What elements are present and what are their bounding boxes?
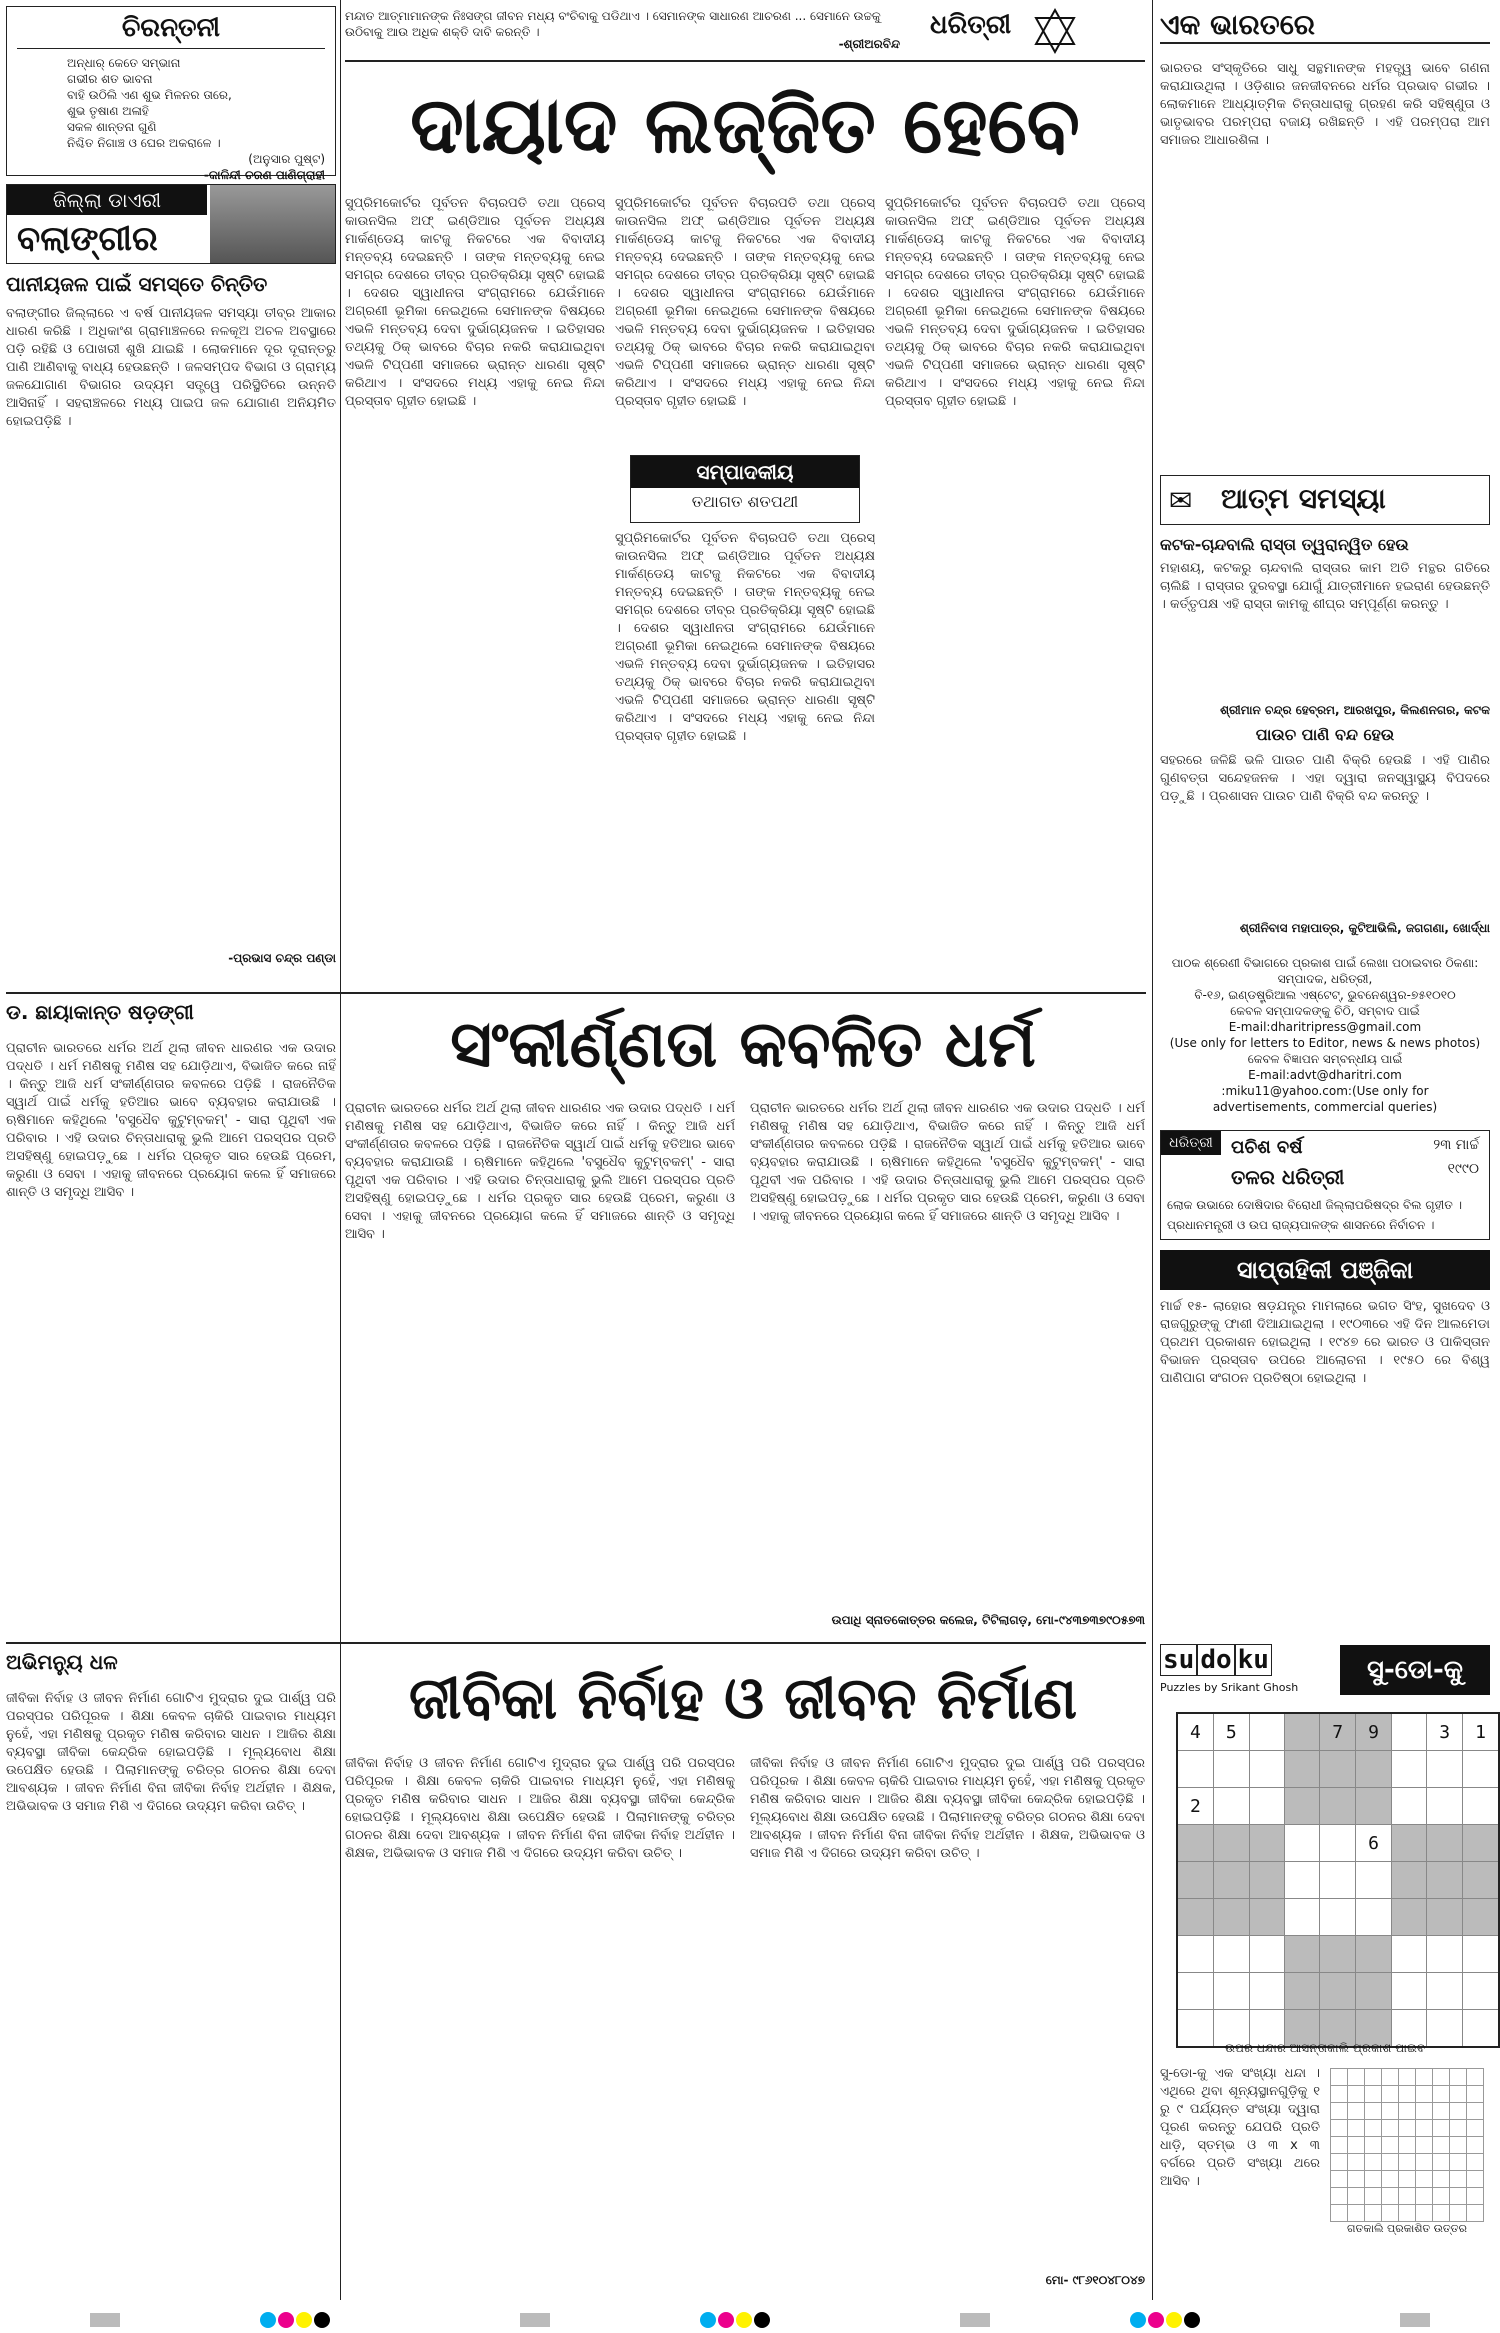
- sudoku-brand-do: do: [1197, 1644, 1234, 1676]
- solution-cell: [1331, 2154, 1348, 2171]
- solution-cell: [1399, 2137, 1416, 2154]
- masthead-quote-author: -ଶ୍ରୀଅରବିନ୍ଦ: [838, 37, 900, 51]
- pachisha-date2: ୧୯୯୦: [1447, 1161, 1479, 1177]
- sudoku-cell[interactable]: [1463, 1862, 1499, 1899]
- solution-cell: [1348, 2171, 1365, 2188]
- sudoku-cell[interactable]: [1427, 1788, 1463, 1825]
- pachisha-box: [1160, 1130, 1490, 1240]
- chiranti-poem: ଅନ୍ଧାର୍ କେତେ ସମ୍ଭାନା ଗଭୀର ଶତ ଭାବନା ବାହି ଉଠିଲି ଏଣ ଶୁଭ ମିଳନର ତାରେ, ଶୁଭ ତୃଷାଣ ଅଳାହି ସକଳ ଶାନ୍ତନା ଗୁଣି ନିଶ୍ଚିତ ନିଗାଞ୍ଚ ଓ ଘେର ଅକରାଳେ ।: [67, 56, 232, 150]
- ekabharata-body: ଭାରତର ସଂସ୍କୃତିରେ ସାଧୁ ସନ୍ଥମାନଙ୍କ ମହତ୍ତ୍ୱ ଭାବେ ଗଣନା କରାଯାଉଥିଲା । ଓଡ଼ିଶାର ଜନଜୀବନରେ ଧର୍ମର ପ୍ରଭାବ ଗଭୀର । ଲୋକମାନେ ଆଧ୍ୟାତ୍ମିକ ଚିନ୍ତାଧାରାକୁ ଗ୍ରହଣ କରି ସହିଷ୍ଣୁତା ଓ ଭାତୃଭାବର ପରମ୍ପରା ବଜାୟ ରଖିଛନ୍ତି । ଏହି ପରମ୍ପରା ଆମ ସମାଜର ଆଧାରଶିଳା ।: [1160, 61, 1490, 148]
- sudoku-cell[interactable]: [1427, 1862, 1463, 1899]
- sudoku-cell[interactable]: [1320, 1936, 1356, 1973]
- sudoku-cell[interactable]: [1320, 1788, 1356, 1825]
- yellow-dot: [1166, 2312, 1182, 2328]
- sudoku-cell[interactable]: [1284, 1713, 1319, 1751]
- solution-cell: [1365, 2120, 1382, 2137]
- magenta-dot: [718, 2312, 734, 2328]
- solution-cell: [1433, 2137, 1450, 2154]
- sudoku-grid: [1176, 1712, 1500, 2048]
- sudoku-cell[interactable]: [1427, 1973, 1463, 2010]
- sudoku-cell[interactable]: [1356, 1899, 1392, 1936]
- solution-cell: [1450, 2171, 1467, 2188]
- star-icon: [1030, 6, 1080, 56]
- grey-mark-2: [520, 2313, 550, 2327]
- solution-cell: [1433, 2188, 1450, 2205]
- solution-cell: [1365, 2069, 1382, 2086]
- editorial-col-2b: ସୁପ୍ରିମକୋର୍ଟର ପୂର୍ବତନ ବିଚାରପତି ତଥା ପ୍ରେସ୍ କାଉନସିଲ ଅଫ୍ ଇଣ୍ଡିଆର ପୂର୍ବତନ ଅଧ୍ୟକ୍ଷ ମାର୍କଣ୍ଡେୟ କାଟଜୁ ନିକଟରେ ଏକ ବିବାଦୀୟ ମନ୍ତବ୍ୟ ଦେଇଛନ୍ତି । ତାଙ୍କ ମନ୍ତବ୍ୟକୁ ନେଇ ସମଗ୍ର ଦେଶରେ ତୀବ୍ର ପ୍ରତିକ୍ରିୟା ସୃଷ୍ଟି ହୋଇଛି । ଦେଶର ସ୍ୱାଧୀନତା ସଂଗ୍ରାମରେ ଯେଉଁମାନେ ଅଗ୍ରଣୀ ଭୂମିକା ନେଇଥିଲେ ସେମାନଙ୍କ ବିଷୟରେ ଏଭଳି ମନ୍ତବ୍ୟ ଦେବା ଦୁର୍ଭାଗ୍ୟଜନକ । ଇତିହାସର ତଥ୍ୟକୁ ଠିକ୍ ଭାବରେ ବିଚାର ନକରି କରାଯାଇଥିବା ଏଭଳି ଟିପ୍ପଣୀ ସମାଜରେ ଭ୍ରାନ୍ତ ଧାରଣା ସୃଷ୍ଟି କରିଥାଏ । ସଂସଦରେ ମଧ୍ୟ ଏହାକୁ ନେଇ ନିନ୍ଦା ପ୍ରସ୍ତାବ ଗୃହୀତ ହୋଇଛି ।: [615, 531, 875, 744]
- column-rule-left: [340, 0, 341, 2300]
- solution-cell: [1348, 2154, 1365, 2171]
- article2-title: ସଂକୀର୍ଣ୍ଣତା କବଳିତ ଧର୍ମ: [450, 1008, 1036, 1082]
- sudoku-cell[interactable]: [1427, 1899, 1463, 1936]
- sudoku-cell[interactable]: [1177, 1751, 1213, 1788]
- district-headline: ପାନୀୟଜଳ ପାଇଁ ସମସ୍ତେ ଚିନ୍ତିତ: [6, 272, 268, 296]
- grey-mark-1: [90, 2313, 120, 2327]
- cmyk-dots-3: [1130, 2312, 1202, 2332]
- solution-cell: [1399, 2069, 1416, 2086]
- solution-cell: [1331, 2137, 1348, 2154]
- solution-cell: [1416, 2154, 1433, 2171]
- solution-cell: [1416, 2069, 1433, 2086]
- yellow-dot: [296, 2312, 312, 2328]
- solution-cell: [1450, 2154, 1467, 2171]
- cmyk-dots-2: [700, 2312, 772, 2332]
- contact-box: [1160, 955, 1490, 1115]
- envelope-icon: ✉: [1169, 484, 1193, 517]
- solution-cell: [1467, 2137, 1484, 2154]
- solution-cell: [1450, 2120, 1467, 2137]
- solution-cell: [1416, 2171, 1433, 2188]
- sudoku-cell[interactable]: [1463, 1825, 1499, 1862]
- solution-cell: [1399, 2188, 1416, 2205]
- solution-cell: [1467, 2120, 1484, 2137]
- solution-cell: [1331, 2086, 1348, 2103]
- sudoku-cell[interactable]: [1284, 1788, 1319, 1825]
- sudoku-footer: ଉପର ଧନ୍ଦାର ଆସନ୍ତାକାଲି ପ୍ରକାଶ ପାଇବ: [1224, 2041, 1426, 2055]
- black-dot: [1184, 2312, 1200, 2328]
- solution-cell: [1399, 2205, 1416, 2222]
- solution-cell: [1416, 2137, 1433, 2154]
- solution-cell: [1467, 2103, 1484, 2120]
- letter2-author: ଶ୍ରୀନିବାସ ମହାପାତ୍ର, କୁଟିଆଭିଲି, ଜଗଗଣା, ଖୋର୍ଦ୍ଧା: [1239, 921, 1490, 935]
- sudoku-cell[interactable]: [1320, 1973, 1356, 2010]
- solution-cell: [1467, 2205, 1484, 2222]
- sudoku-cell[interactable]: [1177, 1862, 1213, 1899]
- sudoku-cell[interactable]: [1213, 1825, 1249, 1862]
- article3-col-1: ଜୀବିକା ନିର୍ବାହ ଓ ଜୀବନ ନିର୍ମାଣ ଗୋଟିଏ ମୁଦ୍ରାର ଦୁଇ ପାର୍ଶ୍ୱ ପରି ପରସ୍ପର ପରିପୂରକ । ଶିକ୍ଷା କେବଳ ଚାକିରି ପାଇବାର ମାଧ୍ୟମ ନୁହେଁ, ଏହା ମଣିଷକୁ ପ୍ରକୃତ ମଣିଷ କରିବାର ସାଧନ । ଆଜିର ଶିକ୍ଷା ବ୍ୟବସ୍ଥା ଜୀବିକା କେନ୍ଦ୍ରିକ ହୋଇପଡ଼ିଛି । ମୂଲ୍ୟବୋଧ ଶିକ୍ଷା ଉପେକ୍ଷିତ ହେଉଛି । ପିଲାମାନଙ୍କୁ ଚରିତ୍ର ଗଠନର ଶିକ୍ଷା ଦେବା ଆବଶ୍ୟକ । ଜୀବନ ନିର୍ମାଣ ବିନା ଜୀବିକା ନିର୍ବାହ ଅର୍ଥହୀନ । ଶିକ୍ଷକ, ଅଭିଭାବକ ଓ ସମାଜ ମିଶି ଏ ଦିଗରେ ଉଦ୍ୟମ କରିବା ଉଚିତ୍ ।: [6, 1691, 336, 1814]
- sudoku-cell[interactable]: [1249, 1751, 1284, 1788]
- sudoku-cell[interactable]: [1320, 1825, 1356, 1862]
- solution-cell: [1348, 2137, 1365, 2154]
- sudoku-cell[interactable]: [1391, 1788, 1426, 1825]
- sudoku-cell[interactable]: [1356, 1788, 1392, 1825]
- solution-cell: [1399, 2103, 1416, 2120]
- letter2-body: ସହରରେ ଜଳିଛି ଭଳି ପାଉଚ ପାଣି ବିକ୍ରି ହେଉଛି । ଏହି ପାଣିର ଗୁଣବତ୍ତା ସନ୍ଦେହଜନକ । ଏହା ଦ୍ୱାରା ଜନସ୍ୱାସ୍ଥ୍ୟ ବିପଦରେ ପଡ଼ୁଛି । ପ୍ରଶାସନ ପାଉଚ ପାଣି ବିକ୍ରି ବନ୍ଦ କରନ୍ତୁ ।: [1160, 753, 1490, 804]
- solution-cell: [1450, 2103, 1467, 2120]
- sudoku-cell[interactable]: [1284, 1751, 1319, 1788]
- letter1-author: ଶ୍ରୀମାନ ଚନ୍ଦ୍ର ହେବ୍ରମ, ଆରଖପୁର, କିଲଣନଗର, କଟକ: [1220, 703, 1490, 717]
- sudoku-cell[interactable]: [1391, 1825, 1426, 1862]
- solution-cell: [1467, 2188, 1484, 2205]
- solution-cell: [1433, 2171, 1450, 2188]
- editorial-col-1: ସୁପ୍ରିମକୋର୍ଟର ପୂର୍ବତନ ବିଚାରପତି ତଥା ପ୍ରେସ୍ କାଉନସିଲ ଅଫ୍ ଇଣ୍ଡିଆର ପୂର୍ବତନ ଅଧ୍ୟକ୍ଷ ମାର୍କଣ୍ଡେୟ କାଟଜୁ ନିକଟରେ ଏକ ବିବାଦୀୟ ମନ୍ତବ୍ୟ ଦେଇଛନ୍ତି । ତାଙ୍କ ମନ୍ତବ୍ୟକୁ ନେଇ ସମଗ୍ର ଦେଶରେ ତୀବ୍ର ପ୍ରତିକ୍ରିୟା ସୃଷ୍ଟି ହୋଇଛି । ଦେଶର ସ୍ୱାଧୀନତା ସଂଗ୍ରାମରେ ଯେଉଁମାନେ ଅଗ୍ରଣୀ ଭୂମିକା ନେଇଥିଲେ ସେମାନଙ୍କ ବିଷୟରେ ଏଭଳି ମନ୍ତବ୍ୟ ଦେବା ଦୁର୍ଭାଗ୍ୟଜନକ । ଇତିହାସର ତଥ୍ୟକୁ ଠିକ୍ ଭାବରେ ବିଚାର ନକରି କରାଯାଇଥିବା ଏଭଳି ଟିପ୍ପଣୀ ସମାଜରେ ଭ୍ରାନ୍ତ ଧାରଣା ସୃଷ୍ଟି କରିଥାଏ । ସଂସଦରେ ମଧ୍ୟ ଏହାକୁ ନେଇ ନିନ୍ଦା ପ୍ରସ୍ତାବ ଗୃହୀତ ହୋଇଛି ।: [345, 196, 605, 409]
- sudoku-cell[interactable]: [1356, 1936, 1392, 1973]
- sudoku-cell[interactable]: [1320, 1751, 1356, 1788]
- article2-author: ଡ. ଛାୟାକାନ୍ତ ଷଡ଼ଙ୍ଗୀ: [6, 1000, 194, 1024]
- sudoku-instructions: ସୁ-ଡୋ-କୁ ଏକ ସଂଖ୍ୟା ଧନ୍ଦା । ଏଥିରେ ଥିବା ଶୂନ୍ୟସ୍ଥାନଗୁଡ଼ିକୁ ୧ ରୁ ୯ ପର୍ଯ୍ୟନ୍ତ ସଂଖ୍ୟା ଦ୍ୱାରା ପୂରଣ କରନ୍ତୁ ଯେପରି ପ୍ରତି ଧାଡ଼ି, ସ୍ତମ୍ଭ ଓ ୩ x ୩ ବର୍ଗରେ ପ୍ରତି ସଂଖ୍ୟା ଥରେ ଆସିବ ।: [1160, 2066, 1320, 2189]
- sudoku-cell[interactable]: [1356, 1973, 1392, 2010]
- sudoku-cell[interactable]: [1391, 1973, 1426, 2010]
- solution-cell: [1399, 2171, 1416, 2188]
- pachisha-title1: ପଚିଶ ବର୍ଷ: [1231, 1137, 1303, 1158]
- sudoku-cell[interactable]: [1249, 1788, 1284, 1825]
- sudoku-cell[interactable]: [1284, 1936, 1319, 1973]
- letter2-title: ପାଉଚ ପାଣି ବନ୍ଦ ହେଉ: [1255, 725, 1395, 744]
- sudoku-cell[interactable]: [1249, 1825, 1284, 1862]
- solution-cell: [1433, 2205, 1450, 2222]
- solution-cell: [1348, 2205, 1365, 2222]
- solution-cell: [1416, 2188, 1433, 2205]
- solution-cell: [1467, 2086, 1484, 2103]
- solution-cell: [1433, 2069, 1450, 2086]
- sudoku-cell[interactable]: [1249, 1973, 1284, 2010]
- sudoku-cell[interactable]: [1213, 1973, 1249, 2010]
- sudoku-cell[interactable]: [1427, 1751, 1463, 1788]
- chiranti-box: [6, 6, 336, 182]
- solution-cell: [1365, 2205, 1382, 2222]
- solution-cell: [1365, 2103, 1382, 2120]
- sudoku-cell[interactable]: [1213, 1936, 1249, 1973]
- solution-cell: [1382, 2137, 1399, 2154]
- sudoku-cell[interactable]: [1463, 1936, 1499, 1973]
- editorial-author: ତଥାଗତ ଶତପଥୀ: [691, 492, 799, 511]
- sudoku-cell[interactable]: [1463, 1899, 1499, 1936]
- sudoku-cell[interactable]: [1463, 1751, 1499, 1788]
- solution-cell: [1365, 2171, 1382, 2188]
- pachisha-date1: ୨୩ ମାର୍ଚ୍ଚ: [1433, 1137, 1479, 1153]
- chiranti-heading: ଚିରନ୍ତନୀ: [17, 13, 325, 49]
- solution-cell: [1416, 2103, 1433, 2120]
- article3-col-2: ଜୀବିକା ନିର୍ବାହ ଓ ଜୀବନ ନିର୍ମାଣ ଗୋଟିଏ ମୁଦ୍ରାର ଦୁଇ ପାର୍ଶ୍ୱ ପରି ପରସ୍ପର ପରିପୂରକ । ଶିକ୍ଷା କେବଳ ଚାକିରି ପାଇବାର ମାଧ୍ୟମ ନୁହେଁ, ଏହା ମଣିଷକୁ ପ୍ରକୃତ ମଣିଷ କରିବାର ସାଧନ । ଆଜିର ଶିକ୍ଷା ବ୍ୟବସ୍ଥା ଜୀବିକା କେନ୍ଦ୍ରିକ ହୋଇପଡ଼ିଛି । ମୂଲ୍ୟବୋଧ ଶିକ୍ଷା ଉପେକ୍ଷିତ ହେଉଛି । ପିଲାମାନଙ୍କୁ ଚରିତ୍ର ଗଠନର ଶିକ୍ଷା ଦେବା ଆବଶ୍ୟକ । ଜୀବନ ନିର୍ମାଣ ବିନା ଜୀବିକା ନିର୍ବାହ ଅର୍ଥହୀନ । ଶିକ୍ଷକ, ଅଭିଭାବକ ଓ ସମାଜ ମିଶି ଏ ଦିଗରେ ଉଦ୍ୟମ କରିବା ଉଚିତ୍ ।: [345, 1756, 735, 1861]
- main-headline: ଦାୟାଦ ଲଜ୍ଜିତ ହେବେ: [410, 81, 1080, 171]
- sudoku-cell[interactable]: [1177, 1973, 1213, 2010]
- sudoku-cell[interactable]: [1427, 1936, 1463, 1973]
- print-marks: [0, 2310, 1500, 2330]
- masthead-quote: ମନ୍ଦାତ ଆତ୍ମାମାନଙ୍କ ନିଃସଙ୍ଗ ଜୀବନ ମଧ୍ୟ ବଂଚିବାକୁ ପଡିଥାଏ । ସେମାନଙ୍କ ସାଧାରଣ ଆଚରଣ ... ସେମାନେ ଉଚ୍ଚକୁ ଉଠିବାକୁ ଆଉ ଅଧିକ ଶକ୍ତି ଦାବି କରନ୍ତି ।: [345, 9, 881, 39]
- sudoku-cell[interactable]: 2: [1177, 1788, 1213, 1825]
- article3-author: ଅଭିମନ୍ୟୁ ଧଳ: [6, 1650, 118, 1674]
- article3-title: ଜୀବିକା ନିର୍ବାହ ଓ ଜୀବନ ନିର୍ମାଣ: [408, 1664, 1078, 1732]
- solution-cell: [1331, 2103, 1348, 2120]
- solution-cell: [1382, 2086, 1399, 2103]
- sudoku-brand-su: su: [1160, 1644, 1197, 1676]
- sudoku-cell[interactable]: [1177, 1825, 1213, 1862]
- sudoku-cell[interactable]: 6: [1356, 1825, 1392, 1862]
- editorial-label: ସମ୍ପାଦକୀୟ: [631, 456, 859, 488]
- sudoku-cell[interactable]: [1213, 1862, 1249, 1899]
- contact-email1-note: (Use only for letters to Editor, news & news photos): [1169, 1036, 1481, 1050]
- solution-cell: [1450, 2137, 1467, 2154]
- sudoku-cell[interactable]: [1391, 1899, 1426, 1936]
- solution-cell: [1416, 2086, 1433, 2103]
- sudoku-cell[interactable]: [1391, 1862, 1426, 1899]
- solution-cell: [1382, 2120, 1399, 2137]
- solution-cell: [1450, 2205, 1467, 2222]
- sudoku-solution-label: ଗତକାଲି ପ୍ରକାଶିତ ଉତ୍ତର: [1347, 2222, 1467, 2235]
- article3-col-3: ଜୀବିକା ନିର୍ବାହ ଓ ଜୀବନ ନିର୍ମାଣ ଗୋଟିଏ ମୁଦ୍ରାର ଦୁଇ ପାର୍ଶ୍ୱ ପରି ପରସ୍ପର ପରିପୂରକ । ଶିକ୍ଷା କେବଳ ଚାକିରି ପାଇବାର ମାଧ୍ୟମ ନୁହେଁ, ଏହା ମଣିଷକୁ ପ୍ରକୃତ ମଣିଷ କରିବାର ସାଧନ । ଆଜିର ଶିକ୍ଷା ବ୍ୟବସ୍ଥା ଜୀବିକା କେନ୍ଦ୍ରିକ ହୋଇପଡ଼ିଛି । ମୂଲ୍ୟବୋଧ ଶିକ୍ଷା ଉପେକ୍ଷିତ ହେଉଛି । ପିଲାମାନଙ୍କୁ ଚରିତ୍ର ଗଠନର ଶିକ୍ଷା ଦେବା ଆବଶ୍ୟକ । ଜୀବନ ନିର୍ମାଣ ବିନା ଜୀବିକା ନିର୍ବାହ ଅର୍ଥହୀନ । ଶିକ୍ଷକ, ଅଭିଭାବକ ଓ ସମାଜ ମିଶି ଏ ଦିଗରେ ଉଦ୍ୟମ କରିବା ଉଚିତ୍ ।: [750, 1756, 1145, 1861]
- atma-samasya-header: [1160, 475, 1490, 525]
- solution-cell: [1399, 2086, 1416, 2103]
- pachisha-label: ଧରିତ୍ରୀ: [1161, 1131, 1221, 1155]
- solution-cell: [1365, 2188, 1382, 2205]
- magenta-dot: [1148, 2312, 1164, 2328]
- sudoku-table: [1176, 1712, 1500, 2048]
- solution-cell: [1348, 2069, 1365, 2086]
- contact-address3: କେବଳ ସମ୍ପାଦକଙ୍କୁ ଚିଠି, ସମ୍ବାଦ ପାଇଁ: [1230, 1004, 1420, 1018]
- solution-cell: [1399, 2154, 1416, 2171]
- solution-table: [1330, 2068, 1484, 2222]
- sudoku-cell[interactable]: 7: [1320, 1713, 1356, 1751]
- sudoku-brand-sub: Puzzles by Srikant Ghosh: [1160, 1681, 1299, 1694]
- district-photo: [210, 185, 335, 263]
- solution-cell: [1416, 2120, 1433, 2137]
- ekabharata-heading: ଏକ ଭାରତରେ: [1160, 8, 1490, 44]
- sudoku-cell[interactable]: 9: [1356, 1713, 1392, 1751]
- solution-cell: [1399, 2120, 1416, 2137]
- sudoku-cell[interactable]: [1213, 1899, 1249, 1936]
- grey-mark-3: [960, 2313, 990, 2327]
- grey-mark-4: [1400, 2313, 1430, 2327]
- chiranti-author: -କାଳିନ୍ଦୀ ଚରଣ ପାଣିଗ୍ରାହୀ: [203, 168, 325, 182]
- solution-cell: [1433, 2120, 1450, 2137]
- sudoku-cell[interactable]: [1177, 1899, 1213, 1936]
- district-name: ବଲାଙ୍ଗୀର: [17, 219, 158, 259]
- solution-cell: [1433, 2154, 1450, 2171]
- article2-rule: [6, 992, 1146, 994]
- sudoku-cell[interactable]: [1427, 1825, 1463, 1862]
- district-author: -ପ୍ରଭାସ ଚନ୍ଦ୍ର ପଣ୍ଡା: [228, 951, 336, 965]
- solution-cell: [1450, 2188, 1467, 2205]
- solution-cell: [1382, 2154, 1399, 2171]
- black-dot: [754, 2312, 770, 2328]
- black-dot: [314, 2312, 330, 2328]
- sudoku-cell[interactable]: [1284, 1862, 1319, 1899]
- solution-cell: [1433, 2086, 1450, 2103]
- solution-cell: [1365, 2086, 1382, 2103]
- editorial-col-2: ସୁପ୍ରିମକୋର୍ଟର ପୂର୍ବତନ ବିଚାରପତି ତଥା ପ୍ରେସ୍ କାଉନସିଲ ଅଫ୍ ଇଣ୍ଡିଆର ପୂର୍ବତନ ଅଧ୍ୟକ୍ଷ ମାର୍କଣ୍ଡେୟ କାଟଜୁ ନିକଟରେ ଏକ ବିବାଦୀୟ ମନ୍ତବ୍ୟ ଦେଇଛନ୍ତି । ତାଙ୍କ ମନ୍ତବ୍ୟକୁ ନେଇ ସମଗ୍ର ଦେଶରେ ତୀବ୍ର ପ୍ରତିକ୍ରିୟା ସୃଷ୍ଟି ହୋଇଛି । ଦେଶର ସ୍ୱାଧୀନତା ସଂଗ୍ରାମରେ ଯେଉଁମାନେ ଅଗ୍ରଣୀ ଭୂମିକା ନେଇଥିଲେ ସେମାନଙ୍କ ବିଷୟରେ ଏଭଳି ମନ୍ତବ୍ୟ ଦେବା ଦୁର୍ଭାଗ୍ୟଜନକ । ଇତିହାସର ତଥ୍ୟକୁ ଠିକ୍ ଭାବରେ ବିଚାର ନକରି କରାଯାଇଥିବା ଏଭଳି ଟିପ୍ପଣୀ ସମାଜରେ ଭ୍ରାନ୍ତ ଧାରଣା ସୃଷ୍ଟି କରିଥାଏ । ସଂସଦରେ ମଧ୍ୟ ଏହାକୁ ନେଇ ନିନ୍ଦା ପ୍ରସ୍ତାବ ଗୃହୀତ ହୋଇଛି ।: [615, 196, 875, 409]
- solution-cell: [1450, 2086, 1467, 2103]
- masthead-logo: ଧରିତ୍ରୀ: [930, 10, 1012, 40]
- solution-cell: [1331, 2188, 1348, 2205]
- panjika-heading: ସାପ୍ତାହିକୀ ପଞ୍ଜିକା: [1160, 1250, 1490, 1290]
- contact-email3-note: advertisements, commercial queries): [1212, 1100, 1438, 1114]
- column-rule-right: [1152, 0, 1153, 2300]
- solution-cell: [1450, 2069, 1467, 2086]
- solution-cell: [1382, 2205, 1399, 2222]
- contact-address1: ସମ୍ପାଦକ, ଧରିତ୍ରୀ,: [1277, 972, 1373, 986]
- sudoku-header: [1160, 1645, 1490, 1705]
- yellow-dot: [736, 2312, 752, 2328]
- sudoku-cell[interactable]: 3: [1427, 1713, 1463, 1751]
- sudoku-cell[interactable]: 5: [1213, 1713, 1249, 1751]
- contact-address4: କେବଳ ବିଜ୍ଞାପନ ସମ୍ବନ୍ଧୀୟ ପାଇଁ: [1247, 1052, 1403, 1066]
- contact-address2: ବି-୧୬, ଇଣ୍ଡଷ୍ଟ୍ରିଆଲ ଏଷ୍ଟେଟ୍, ଭୁବନେଶ୍ୱର-୭୫୧୦୧୦: [1194, 988, 1456, 1002]
- sudoku-cell[interactable]: 1: [1463, 1713, 1499, 1751]
- magenta-dot: [278, 2312, 294, 2328]
- contact-email3[interactable]: :miku11@yahoo.com:(Use only for: [1221, 1084, 1429, 1098]
- sudoku-cell[interactable]: [1391, 1936, 1426, 1973]
- sudoku-cell[interactable]: [1463, 1788, 1499, 1825]
- solution-cell: [1348, 2103, 1365, 2120]
- solution-cell: [1348, 2120, 1365, 2137]
- sudoku-cell[interactable]: 4: [1177, 1713, 1213, 1751]
- solution-cell: [1365, 2137, 1382, 2154]
- article2-col-1: ପ୍ରାଚୀନ ଭାରତରେ ଧର୍ମର ଅର୍ଥ ଥିଲା ଜୀବନ ଧାରଣର ଏକ ଉଦାର ପଦ୍ଧତି । ଧର୍ମ ମଣିଷକୁ ମଣିଷ ସହ ଯୋଡ଼ିଥାଏ, ବିଭାଜିତ କରେ ନାହିଁ । କିନ୍ତୁ ଆଜି ଧର୍ମ ସଂକୀର୍ଣ୍ଣତାର କବଳରେ ପଡ଼ିଛି । ରାଜନୈତିକ ସ୍ୱାର୍ଥ ପାଇଁ ଧର୍ମକୁ ହତିଆର ଭାବେ ବ୍ୟବହାର କରାଯାଉଛି । ଋଷିମାନେ କହିଥିଲେ 'ବସୁଧୈବ କୁଟୁମ୍ବକମ୍' - ସାରା ପୃଥିବୀ ଏକ ପରିବାର । ଏହି ଉଦାର ଚିନ୍ତାଧାରାକୁ ଭୁଲି ଆମେ ପରସ୍ପର ପ୍ରତି ଅସହିଷ୍ଣୁ ହୋଇପଡ଼ୁଛେ । ଧର୍ମର ପ୍ରକୃତ ସାର ହେଉଛି ପ୍ରେମ, କରୁଣା ଓ ସେବା । ଏହାକୁ ଜୀବନରେ ପ୍ରୟୋଗ କଲେ ହିଁ ସମାଜରେ ଶାନ୍ତି ଓ ସମୃଦ୍ଧି ଆସିବ ।: [6, 1041, 336, 1200]
- cyan-dot: [1130, 2312, 1146, 2328]
- sudoku-cell[interactable]: [1249, 1936, 1284, 1973]
- solution-cell: [1467, 2171, 1484, 2188]
- solution-cell: [1331, 2120, 1348, 2137]
- contact-email2[interactable]: E-mail:advt@dharitri.com: [1248, 1068, 1402, 1082]
- sudoku-cell[interactable]: [1213, 1751, 1249, 1788]
- pachisha-title2: ତଳର ଧରିତ୍ରୀ: [1231, 1165, 1345, 1189]
- solution-cell: [1382, 2188, 1399, 2205]
- editorial-col-3: ସୁପ୍ରିମକୋର୍ଟର ପୂର୍ବତନ ବିଚାରପତି ତଥା ପ୍ରେସ୍ କାଉନସିଲ ଅଫ୍ ଇଣ୍ଡିଆର ପୂର୍ବତନ ଅଧ୍ୟକ୍ଷ ମାର୍କଣ୍ଡେୟ କାଟଜୁ ନିକଟରେ ଏକ ବିବାଦୀୟ ମନ୍ତବ୍ୟ ଦେଇଛନ୍ତି । ତାଙ୍କ ମନ୍ତବ୍ୟକୁ ନେଇ ସମଗ୍ର ଦେଶରେ ତୀବ୍ର ପ୍ରତିକ୍ରିୟା ସୃଷ୍ଟି ହୋଇଛି । ଦେଶର ସ୍ୱାଧୀନତା ସଂଗ୍ରାମରେ ଯେଉଁମାନେ ଅଗ୍ରଣୀ ଭୂମିକା ନେଇଥିଲେ ସେମାନଙ୍କ ବିଷୟରେ ଏଭଳି ମନ୍ତବ୍ୟ ଦେବା ଦୁର୍ଭାଗ୍ୟଜନକ । ଇତିହାସର ତଥ୍ୟକୁ ଠିକ୍ ଭାବରେ ବିଚାର ନକରି କରାଯାଇଥିବା ଏଭଳି ଟିପ୍ପଣୀ ସମାଜରେ ଭ୍ରାନ୍ତ ଧାରଣା ସୃଷ୍ଟି କରିଥାଏ । ସଂସଦରେ ମଧ୍ୟ ଏହାକୁ ନେଇ ନିନ୍ଦା ପ୍ରସ୍ତାବ ଗୃହୀତ ହୋଇଛି ।: [885, 196, 1145, 409]
- solution-cell: [1467, 2154, 1484, 2171]
- sudoku-cell[interactable]: [1284, 1973, 1319, 2010]
- article3-rule: [6, 1642, 1146, 1644]
- sudoku-brand-ku: ku: [1235, 1644, 1272, 1676]
- sudoku-cell[interactable]: [1391, 1751, 1426, 1788]
- article3-footer: ମୋ- ୯୮୬୧୦୪୮୦୪୭: [1045, 2273, 1145, 2287]
- solution-cell: [1467, 2069, 1484, 2086]
- atma-samasya-heading: ଆତ୍ମ ସମସ୍ୟା: [1221, 482, 1386, 515]
- letter1-body: ମହାଶୟ, କଟକରୁ ଚାନ୍ଦବାଲି ରାସ୍ତାର କାମ ଅତି ମନ୍ଥର ଗତିରେ ଚାଲିଛି । ରାସ୍ତାର ଦୁରବସ୍ଥା ଯୋଗୁଁ ଯାତ୍ରୀମାନେ ହଇରାଣ ହେଉଛନ୍ତି । କର୍ତ୍ତୃପକ୍ଷ ଏହି ରାସ୍ତା କାମକୁ ଶୀଘ୍ର ସମ୍ପୂର୍ଣ୍ଣ କରନ୍ତୁ ।: [1160, 561, 1490, 612]
- district-body: ବଲାଙ୍ଗୀର ଜିଲ୍ଲାରେ ଏ ବର୍ଷ ପାନୀୟଜଳ ସମସ୍ୟା ତୀବ୍ର ଆକାର ଧାରଣ କରିଛି । ଅଧିକାଂଶ ଗ୍ରାମାଞ୍ଚଳରେ ନଳକୂଅ ଅଚଳ ଅବସ୍ଥାରେ ପଡ଼ି ରହିଛି ଓ ପୋଖରୀ ଶୁଖି ଯାଇଛି । ଲୋକମାନେ ଦୂର ଦୂରାନ୍ତରୁ ପାଣି ଆଣିବାକୁ ବାଧ୍ୟ ହେଉଛନ୍ତି । ଜଳସମ୍ପଦ ବିଭାଗ ଓ ଗ୍ରାମ୍ୟ ଜଳଯୋଗାଣ ବିଭାଗର ଉଦ୍ୟମ ସତ୍ତ୍ୱେ ପରିସ୍ଥିତିରେ ଉନ୍ନତି ଆସିନାହିଁ । ସହରାଞ୍ଚଳରେ ମଧ୍ୟ ପାଇପ ଜଳ ଯୋଗାଣ ଅନିୟମିତ ହୋଇପଡ଼ିଛି ।: [6, 306, 336, 429]
- solution-cell: [1331, 2205, 1348, 2222]
- sudoku-cell[interactable]: [1284, 1899, 1319, 1936]
- sudoku-cell[interactable]: [1249, 1862, 1284, 1899]
- sudoku-cell[interactable]: [1391, 1713, 1426, 1751]
- sudoku-cell[interactable]: [1284, 1825, 1319, 1862]
- contact-email1[interactable]: E-mail:dharitripress@gmail.com: [1228, 1020, 1422, 1034]
- sudoku-cell[interactable]: [1320, 1862, 1356, 1899]
- masthead-rule: [345, 60, 1145, 62]
- sudoku-cell[interactable]: [1356, 1751, 1392, 1788]
- solution-cell: [1433, 2103, 1450, 2120]
- solution-cell: [1416, 2205, 1433, 2222]
- panjika-body: ମାର୍ଚ୍ଚ ୧୫- ଲାହୋର ଷଡ଼ଯନ୍ତ୍ର ମାମଲାରେ ଭଗତ ସିଂହ, ସୁଖଦେବ ଓ ରାଜଗୁରୁଙ୍କୁ ଫାଶୀ ଦିଆଯାଇଥିଲା । ୧୯୦୩ରେ ଏହି ଦିନ ଆଲମେଡା ପ୍ରଥମ ପ୍ରକାଶନ ହୋଇଥିଲା । ୧୯୪୭ ରେ ଭାରତ ଓ ପାକିସ୍ତାନ ବିଭାଜନ ପ୍ରସ୍ତାବ ଉପରେ ଆଲୋଚନା । ୧୯୫୦ ରେ ବିଶ୍ୱ ପାଣିପାଗ ସଂଗଠନ ପ୍ରତିଷ୍ଠା ହୋଇଥିଲା ।: [1160, 1299, 1490, 1386]
- district-label: ଜିଲ୍ଲା ଡାଏରୀ: [7, 185, 207, 215]
- contact-intro: ପାଠକ ଶ୍ରେଣୀ ବିଭାଗରେ ପ୍ରକାଶ ପାଇଁ ଲେଖା ପଠାଇବାର ଠିକଣା:: [1171, 956, 1479, 970]
- cyan-dot: [700, 2312, 716, 2328]
- cmyk-dots-1: [260, 2312, 332, 2332]
- solution-cell: [1348, 2188, 1365, 2205]
- sudoku-cell[interactable]: [1177, 1936, 1213, 1973]
- pachisha-item2: ପ୍ରଧାନମନ୍ତ୍ରୀ ଓ ଉପ ରାଜ୍ୟପାଳଙ୍କ ଶାସନରେ ନିର୍ବାଚନ ।: [1167, 1218, 1435, 1232]
- solution-cell: [1331, 2171, 1348, 2188]
- sudoku-cell[interactable]: [1249, 1899, 1284, 1936]
- sudoku-cell[interactable]: [1213, 1788, 1249, 1825]
- solution-cell: [1365, 2154, 1382, 2171]
- article2-col-2: ପ୍ରାଚୀନ ଭାରତରେ ଧର୍ମର ଅର୍ଥ ଥିଲା ଜୀବନ ଧାରଣର ଏକ ଉଦାର ପଦ୍ଧତି । ଧର୍ମ ମଣିଷକୁ ମଣିଷ ସହ ଯୋଡ଼ିଥାଏ, ବିଭାଜିତ କରେ ନାହିଁ । କିନ୍ତୁ ଆଜି ଧର୍ମ ସଂକୀର୍ଣ୍ଣତାର କବଳରେ ପଡ଼ିଛି । ରାଜନୈତିକ ସ୍ୱାର୍ଥ ପାଇଁ ଧର୍ମକୁ ହତିଆର ଭାବେ ବ୍ୟବହାର କରାଯାଉଛି । ଋଷିମାନେ କହିଥିଲେ 'ବସୁଧୈବ କୁଟୁମ୍ବକମ୍' - ସାରା ପୃଥିବୀ ଏକ ପରିବାର । ଏହି ଉଦାର ଚିନ୍ତାଧାରାକୁ ଭୁଲି ଆମେ ପରସ୍ପର ପ୍ରତି ଅସହିଷ୍ଣୁ ହୋଇପଡ଼ୁଛେ । ଧର୍ମର ପ୍ରକୃତ ସାର ହେଉଛି ପ୍ରେମ, କରୁଣା ଓ ସେବା । ଏହାକୁ ଜୀବନରେ ପ୍ରୟୋଗ କଲେ ହିଁ ସମାଜରେ ଶାନ୍ତି ଓ ସମୃଦ୍ଧି ଆସିବ ।: [345, 1101, 735, 1242]
- sudoku-cell[interactable]: [1249, 1713, 1284, 1751]
- article2-footer: ଉପାଧି ସ୍ନାତକୋତ୍ତର କଲେଜ, ଟିଟିଲାଗଡ଼, ମୋ-୯୪୩୭୩୭୯୦୫୭୩: [831, 1613, 1145, 1627]
- sudoku-solution: [1330, 2068, 1484, 2236]
- cyan-dot: [260, 2312, 276, 2328]
- editorial-label-box: [630, 455, 860, 523]
- district-header: [6, 184, 336, 264]
- chiranti-source: (ଅନୁସାର ପୁଷ୍ଟ): [248, 152, 325, 166]
- solution-cell: [1382, 2069, 1399, 2086]
- sudoku-cell[interactable]: [1356, 1862, 1392, 1899]
- solution-cell: [1348, 2086, 1365, 2103]
- solution-cell: [1382, 2171, 1399, 2188]
- pachisha-item1: ଲୋକ ଉଭାରେ ଦୋଷିଦାର ବିରୋଧୀ ଜିଲ୍ଲାପରିଷଦ୍ର ବିଲ ଗୃହୀତ ।: [1167, 1198, 1463, 1212]
- sudoku-brand: [1160, 1645, 1272, 1675]
- letter1-title: କଟକ-ଚାନ୍ଦବାଲି ରାସ୍ତା ତ୍ୱରାନ୍ୱିତ ହେଉ: [1160, 535, 1409, 554]
- article2-col-3: ପ୍ରାଚୀନ ଭାରତରେ ଧର୍ମର ଅର୍ଥ ଥିଲା ଜୀବନ ଧାରଣର ଏକ ଉଦାର ପଦ୍ଧତି । ଧର୍ମ ମଣିଷକୁ ମଣିଷ ସହ ଯୋଡ଼ିଥାଏ, ବିଭାଜିତ କରେ ନାହିଁ । କିନ୍ତୁ ଆଜି ଧର୍ମ ସଂକୀର୍ଣ୍ଣତାର କବଳରେ ପଡ଼ିଛି । ରାଜନୈତିକ ସ୍ୱାର୍ଥ ପାଇଁ ଧର୍ମକୁ ହତିଆର ଭାବେ ବ୍ୟବହାର କରାଯାଉଛି । ଋଷିମାନେ କହିଥିଲେ 'ବସୁଧୈବ କୁଟୁମ୍ବକମ୍' - ସାରା ପୃଥିବୀ ଏକ ପରିବାର । ଏହି ଉଦାର ଚିନ୍ତାଧାରାକୁ ଭୁଲି ଆମେ ପରସ୍ପର ପ୍ରତି ଅସହିଷ୍ଣୁ ହୋଇପଡ଼ୁଛେ । ଧର୍ମର ପ୍ରକୃତ ସାର ହେଉଛି ପ୍ରେମ, କରୁଣା ଓ ସେବା । ଏହାକୁ ଜୀବନରେ ପ୍ରୟୋଗ କଲେ ହିଁ ସମାଜରେ ଶାନ୍ତି ଓ ସମୃଦ୍ଧି ଆସିବ ।: [750, 1101, 1145, 1224]
- sudoku-title: ସୁ-ଡୋ-କୁ: [1340, 1645, 1490, 1695]
- solution-cell: [1382, 2103, 1399, 2120]
- solution-cell: [1331, 2069, 1348, 2086]
- sudoku-cell[interactable]: [1320, 1899, 1356, 1936]
- sudoku-cell[interactable]: [1463, 1973, 1499, 2010]
